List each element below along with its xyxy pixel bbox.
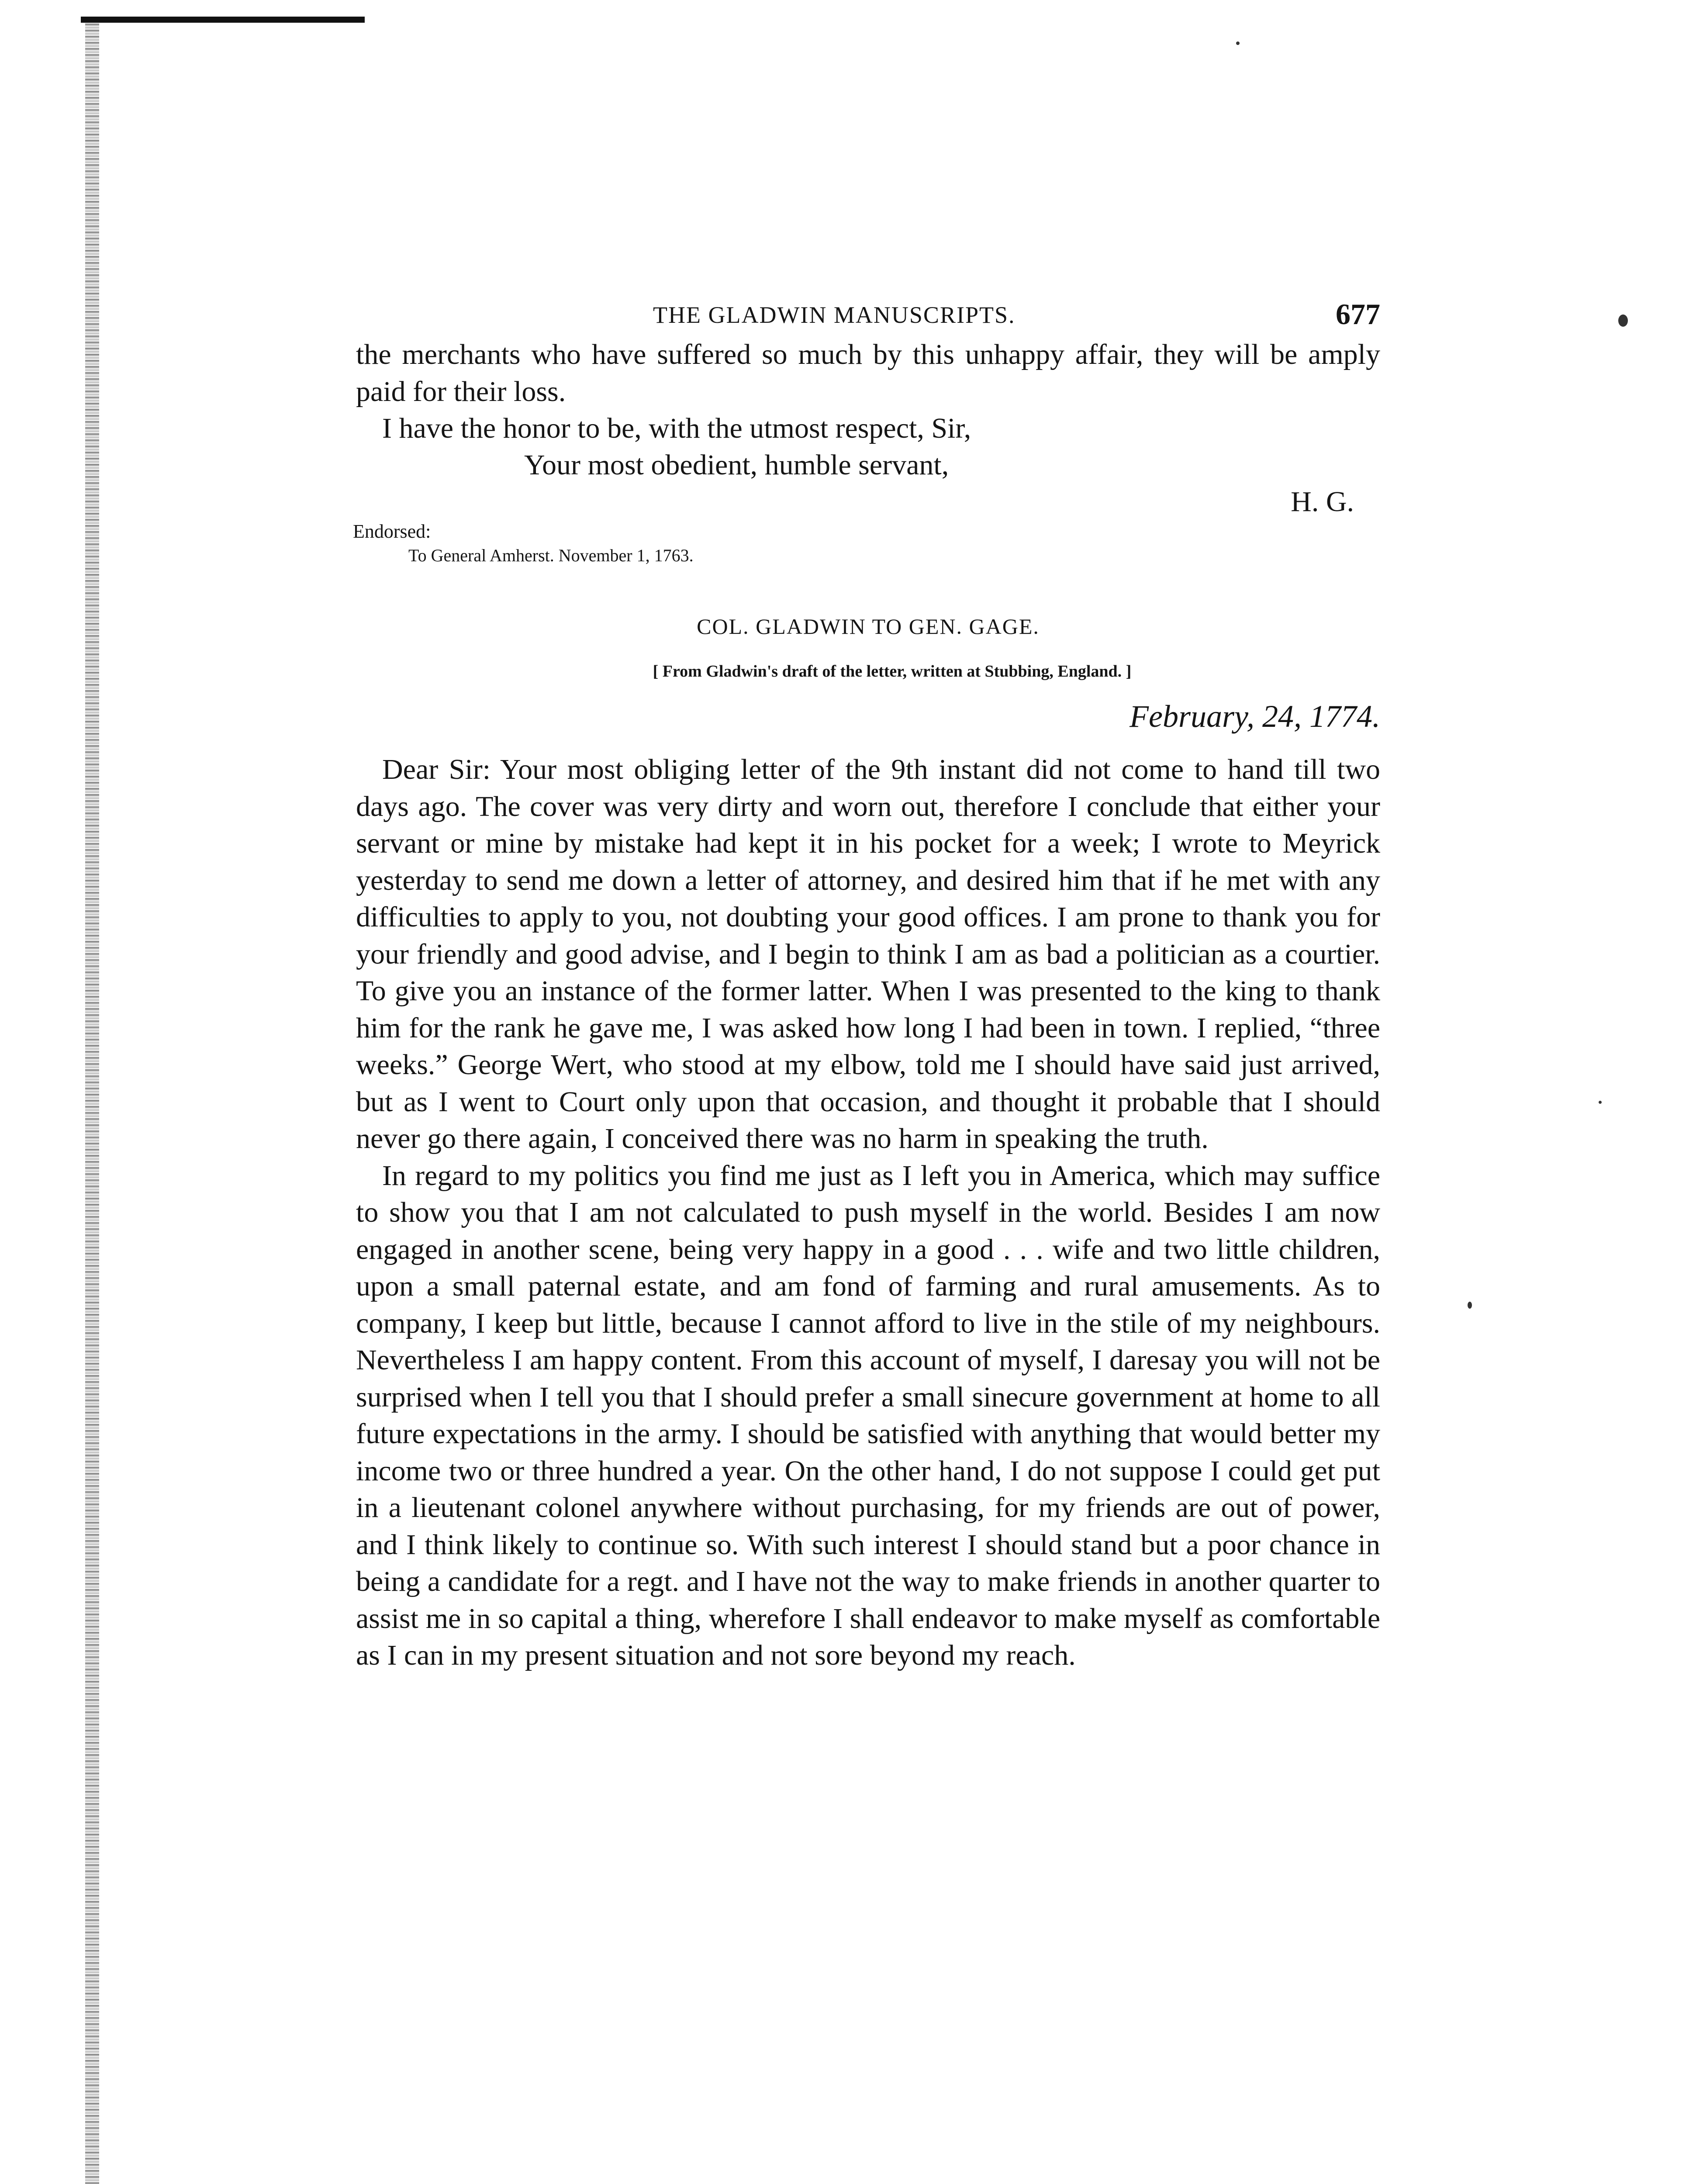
running-head [356, 288, 1380, 336]
page-number: 677 [1336, 297, 1380, 331]
closing-line: Your most obedient, humble servant, [524, 449, 949, 481]
letter-paragraph: In regard to my politics you find me just as I left you in America, which may suffice to show you that I am not calculated to push myself in the world. Besides I am now engaged in another scene, being very happy in a good . . . wife and two little children, upon a small paternal estate, and am fond of farming and rural amusements. As to company, I keep but little, because I cannot afford to live in the stile of my neighbours. Nevertheless I am happy content. From this account of myself, I daresay you will not be surprised when I tell you that I should prefer a small sinecure government at home to all future expectations in the army. I should be satisfied with anything that would better my income two or three hundred a year. On the other hand, I do not suppose I could get put in a lieutenant colonel anywhere without purchasing, for my friends are out of power, and I think likely to continue so. With such interest I should stand but a poor chance in being a candidate for a regt. and I have not the way to make friends in another quarter to assist me in so capital a thing, wherefore I shall endeavor to make myself as comfortable as I can in my present situation and not sore beyond my reach. [356, 1159, 1380, 1671]
running-title: THE GLADWIN MANUSCRIPTS. [653, 302, 1016, 328]
endorsement-label: Endorsed: [353, 521, 431, 542]
letter-date: February, 24, 1774. [1130, 699, 1380, 734]
endorsement-text: To General Amherst. November 1, 1763. [408, 546, 694, 565]
continuation-paragraph: the merchants who have suffered so much by this unhappy affair, they will be amply paid for their loss. [356, 339, 1380, 408]
letter-paragraph: Dear Sir: Your most obliging letter of the 9th instant did not come to hand till two days ago. The cover was very dirty and worn out, therefore I conclude that either your servant or mine by mistake had kept it in his pocket for a week; I wrote to Meyrick yesterday to send me down a letter of attorney, and desired him that if he met with any difficulties to apply to you, not doubting your good offices. I am prone to thank you for your friendly and good advise, and I begin to think I am as bad a politician as a courtier. To give you an instance of the former latter. When I was presented to the king to thank him for the rank he gave me, I was asked how long I had been in town. I replied, “three weeks.” George Wert, who stood at my elbow, told me I should have said just arrived, but as I went to Court only upon that occasion, and thought it probable that I should never go there again, I conceived there was no harm in speaking the truth. [356, 753, 1380, 1154]
source-note: [ From Gladwin's draft of the letter, written at Stubbing, England. ] [653, 662, 1132, 681]
closing-line: I have the honor to be, with the utmost respect, Sir, [382, 412, 971, 444]
scan-binding-edge [85, 17, 99, 2184]
scan-speck [1618, 314, 1628, 327]
scan-top-rule [81, 17, 365, 23]
scan-speck [1599, 1101, 1602, 1104]
letter-heading: COL. GLADWIN TO GEN. GAGE. [697, 614, 1040, 639]
document-page [353, 288, 1380, 1674]
scan-speck [1236, 41, 1240, 45]
scan-speck [1468, 1302, 1472, 1309]
signature: H. G. [1291, 486, 1354, 518]
